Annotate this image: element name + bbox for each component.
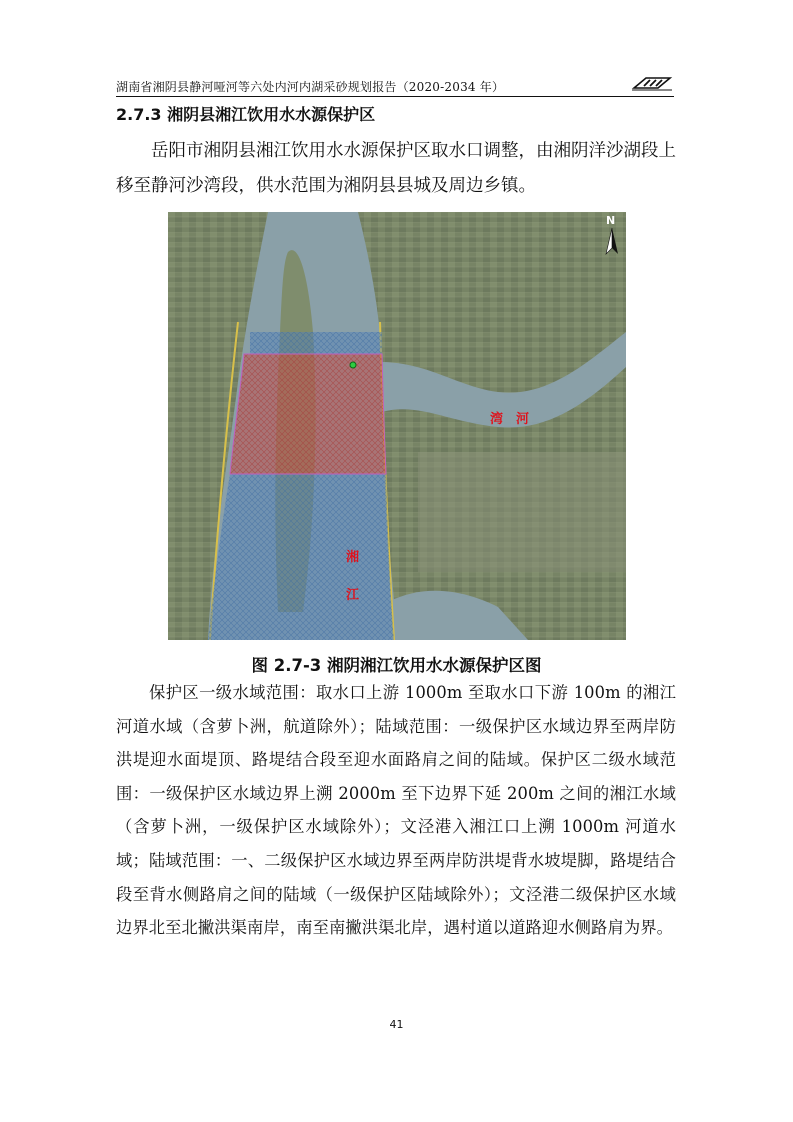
intro-paragraph: 岳阳市湘阴县湘江饮用水水源保护区取水口调整，由湘阴洋沙湖段上移至静河沙湾段，供水范围为湘阴县县城及周边乡镇。 [116,141,676,196]
page-number: 41 [389,1018,404,1031]
north-label: N [606,214,616,227]
figure-caption: 图 2.7-3 湘阴湘江饮用水水源保护区图 [251,656,542,675]
section-heading: 2.7.3 湘阴县湘江饮用水水源保护区 [116,105,376,124]
north-arrow-icon [600,214,624,258]
running-header: 湖南省湘阴县静河哑河等六处内河内湖采砂规划报告（2020-2034 年） [116,80,505,94]
satellite-map-image [168,212,626,640]
company-logo-icon [630,74,674,92]
map-label-wanhe: 湾 河 [490,412,530,427]
map-label-xiang: 湘 [346,550,360,565]
protection-zone-map [168,212,626,640]
header-divider [116,96,674,97]
map-label-jiang: 江 [346,588,360,603]
body-paragraph: 保护区一级水域范围：取水口上游 1000m 至取水口下游 100m 的湘江河道水域（含萝卜洲，航道除外）；陆域范围：一级保护区水域边界至两岸防洪堤迎水面堤顶、路堤结合段至迎水面路肩之间的陆域。保护区二级水域范围：一级保护区水域边界上溯 2000m 至下边界下延 200m 之间的湘江水域（含萝卜洲，一级保护区水域除外）；文泾港入湘江口上溯 1000m 河道水域；陆域范围：一、二级保护区水域边界至两岸防洪堤背水坡堤脚，路堤结合段至背水侧路肩之间的陆域（一级保护区陆域除外）；文泾港二级保护区水域边界北至北撇洪渠南岸，南至南撇洪渠北岸，遇村道以道路迎水侧路肩为界。 [116,683,676,938]
